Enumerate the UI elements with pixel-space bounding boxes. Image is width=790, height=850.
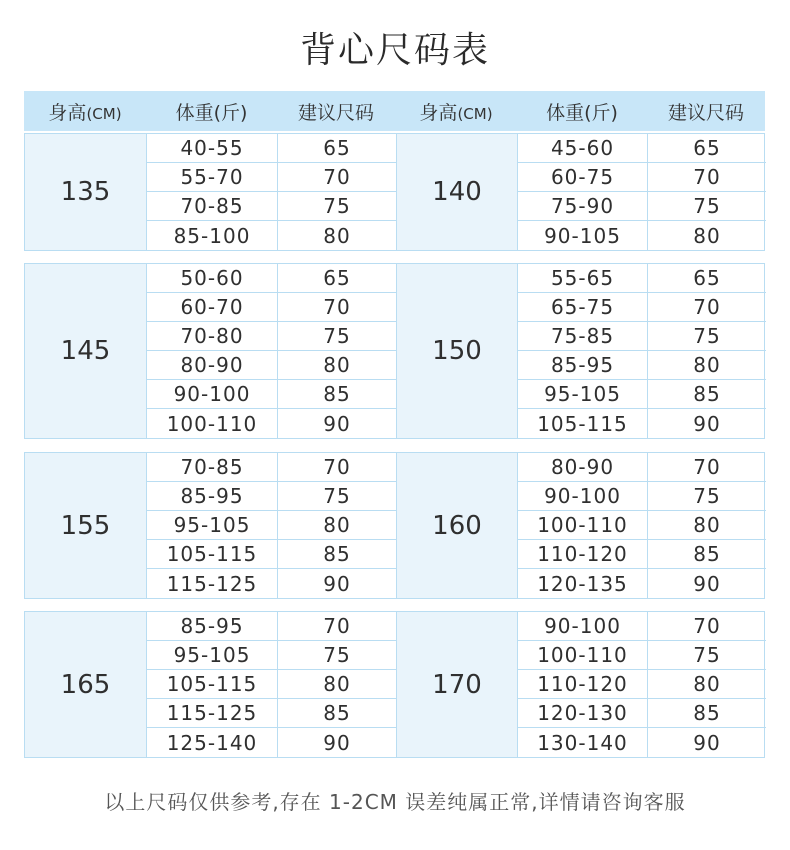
weight-cell: 110-120 <box>518 670 648 699</box>
weight-cell: 60-70 <box>147 293 278 322</box>
header-size-left <box>277 98 395 125</box>
size-cell: 70 <box>278 163 396 192</box>
size-cell: 75 <box>278 482 396 511</box>
weight-cell: 55-70 <box>147 163 278 192</box>
weight-cell: 100-110 <box>518 511 648 540</box>
header-label: 身高 <box>419 101 458 124</box>
header-unit: (CM) <box>457 104 493 123</box>
weight-cell: 80-90 <box>518 453 648 482</box>
header-label: 建议尺码 <box>667 101 744 124</box>
size-cell: 70 <box>278 612 396 641</box>
page-title: 背心尺码表 <box>299 30 490 71</box>
height-cell: 160 <box>396 453 518 598</box>
size-cell: 75 <box>648 641 766 670</box>
size-cell: 90 <box>323 411 351 436</box>
weight-cell: 90-105 <box>518 221 648 250</box>
size-cell: 85 <box>648 699 766 728</box>
size-cell: 80 <box>648 511 766 540</box>
header-weight-right <box>517 98 647 125</box>
size-cell: 75 <box>648 322 766 351</box>
weight-cell: 80-90 <box>147 351 278 380</box>
size-cell: 90 <box>693 730 721 755</box>
weight-cell: 75-85 <box>518 322 648 351</box>
header-unit: (CM) <box>86 104 122 123</box>
size-cell: 75 <box>278 192 396 221</box>
height-cell: 145 <box>25 264 147 438</box>
weight-cell: 115-125 <box>147 699 278 728</box>
height-cell: 140 <box>396 134 518 250</box>
weight-cell: 130-140 <box>518 728 648 757</box>
size-cell: 75 <box>648 482 766 511</box>
weight-cell: 115-125 <box>147 569 278 598</box>
weight-cell: 50-60 <box>147 264 278 293</box>
weight-cell: 105-115 <box>147 540 278 569</box>
size-cell: 80 <box>648 351 766 380</box>
weight-cell: 85-95 <box>518 351 648 380</box>
header-size-right <box>647 98 765 125</box>
size-cell: 90 <box>693 411 721 436</box>
weight-cell: 105-115 <box>147 670 278 699</box>
size-cell: 70 <box>648 163 766 192</box>
size-cell: 90 <box>693 571 721 596</box>
weight-cell: 40-55 <box>147 134 278 163</box>
size-cell: 85 <box>278 699 396 728</box>
size-cell: 70 <box>648 612 766 641</box>
weight-cell: 45-60 <box>518 134 648 163</box>
weight-cell: 85-100 <box>147 221 278 250</box>
weight-cell: 95-105 <box>518 380 648 409</box>
size-cell: 70 <box>278 293 396 322</box>
weight-cell: 90-100 <box>518 482 648 511</box>
size-cell: 75 <box>278 641 396 670</box>
size-cell: 75 <box>648 192 766 221</box>
weight-cell: 120-135 <box>518 569 648 598</box>
weight-cell: 100-110 <box>147 409 278 438</box>
size-cell: 80 <box>648 670 766 699</box>
weight-cell: 55-65 <box>518 264 648 293</box>
size-cell: 70 <box>648 453 766 482</box>
size-cell: 65 <box>648 134 766 163</box>
weight-cell: 70-85 <box>147 192 278 221</box>
size-cell: 85 <box>278 380 396 409</box>
weight-cell: 70-85 <box>147 453 278 482</box>
size-group <box>24 263 765 439</box>
weight-cell: 75-90 <box>518 192 648 221</box>
size-cell: 75 <box>278 322 396 351</box>
size-cell: 80 <box>693 223 721 248</box>
size-cell: 70 <box>648 293 766 322</box>
size-cell: 80 <box>278 511 396 540</box>
header-label: 身高 <box>48 101 87 124</box>
height-cell: 135 <box>25 134 147 250</box>
size-cell: 85 <box>648 540 766 569</box>
weight-cell: 85-95 <box>147 482 278 511</box>
height-cell: 165 <box>25 612 147 757</box>
header-label: 体重(斤) <box>546 101 618 124</box>
weight-cell: 125-140 <box>147 728 278 757</box>
header-label: 建议尺码 <box>297 101 374 124</box>
size-group <box>24 452 765 599</box>
header-label: 体重(斤) <box>175 101 248 124</box>
size-cell: 80 <box>278 670 396 699</box>
size-cell: 70 <box>278 453 396 482</box>
size-cell: 65 <box>648 264 766 293</box>
weight-cell: 100-110 <box>518 641 648 670</box>
weight-cell: 85-95 <box>147 612 278 641</box>
height-cell: 170 <box>396 612 518 757</box>
size-cell: 65 <box>278 134 396 163</box>
height-cell: 155 <box>25 453 147 598</box>
weight-cell: 120-130 <box>518 699 648 728</box>
size-cell: 85 <box>278 540 396 569</box>
size-cell: 90 <box>323 571 351 596</box>
weight-cell: 70-80 <box>147 322 278 351</box>
footer-note: 以上尺码仅供参考,存在 1-2CM 误差纯属正常,详情请咨询客服 <box>104 790 686 814</box>
weight-cell: 105-115 <box>518 409 648 438</box>
size-cell: 85 <box>648 380 766 409</box>
weight-cell: 60-75 <box>518 163 648 192</box>
weight-cell: 90-100 <box>147 380 278 409</box>
table-header <box>24 91 765 131</box>
size-cell: 65 <box>278 264 396 293</box>
size-cell: 80 <box>278 351 396 380</box>
weight-cell: 95-105 <box>147 511 278 540</box>
size-group <box>24 611 765 758</box>
size-cell: 80 <box>323 223 351 248</box>
weight-cell: 95-105 <box>147 641 278 670</box>
weight-cell: 110-120 <box>518 540 648 569</box>
size-cell: 90 <box>323 730 351 755</box>
weight-cell: 65-75 <box>518 293 648 322</box>
height-cell: 150 <box>396 264 518 438</box>
weight-cell: 90-100 <box>518 612 648 641</box>
size-group <box>24 133 765 251</box>
header-height-right <box>395 98 517 125</box>
header-weight-left <box>146 98 277 125</box>
header-height-left <box>24 98 146 125</box>
